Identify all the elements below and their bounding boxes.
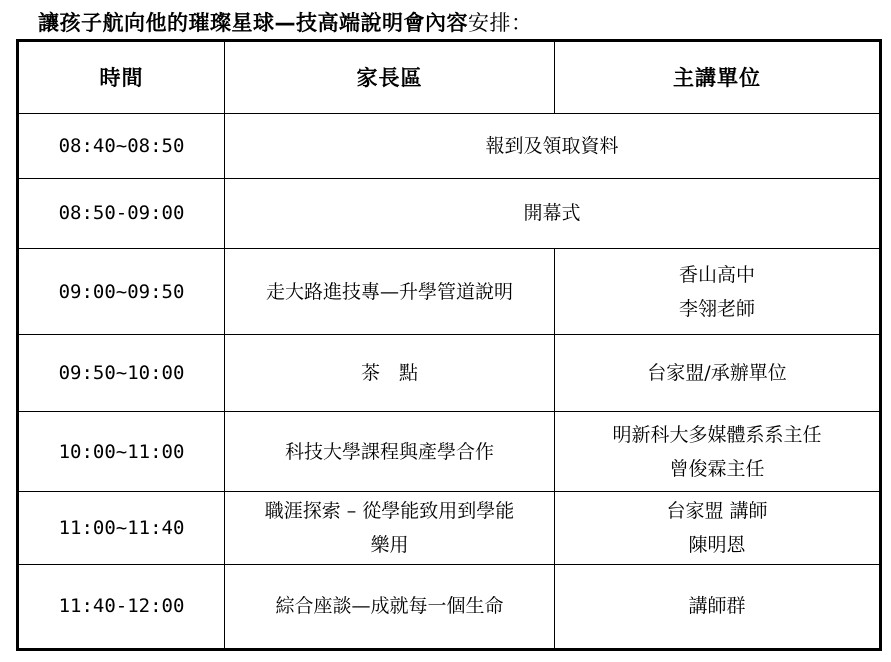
speaker-line: 台家盟 講師 (666, 499, 768, 522)
time-cell: 11:00~11:40 (18, 492, 225, 564)
header-parent-zone: 家長區 (225, 41, 555, 114)
topic-cell: 茶 點 (225, 335, 555, 411)
table-row (18, 564, 881, 649)
table-header-row (18, 41, 881, 114)
speaker-line: 講師群 (688, 595, 746, 618)
speaker-cell (555, 492, 881, 564)
header-time: 時間 (18, 41, 225, 114)
time-cell: 10:00~11:00 (18, 411, 225, 491)
page-title-main: 讓孩子航向他的璀璨星球—技高端說明會內容 (38, 11, 468, 35)
speaker-line: 陳明恩 (688, 533, 746, 556)
speaker-cell (555, 411, 881, 491)
topic-cell: 報到及領取資料 (225, 114, 881, 178)
speaker-cell (555, 335, 881, 411)
page-title-tail: 安排： (468, 11, 533, 35)
time-cell: 08:40~08:50 (18, 114, 225, 178)
page-title (38, 8, 533, 38)
table-row (18, 411, 881, 491)
table-row (18, 114, 881, 178)
topic-line: 職涯探索 – 從學能致用到學能 (264, 499, 515, 522)
topic-cell: 開幕式 (225, 178, 881, 248)
header-speaker: 主講單位 (555, 41, 881, 114)
schedule-table (16, 39, 882, 651)
topic-line: 樂用 (370, 533, 409, 556)
table-row (18, 335, 881, 411)
topic-cell: 走大路進技專—升學管道說明 (225, 249, 555, 335)
table-row (18, 178, 881, 248)
topic-cell: 綜合座談—成就每一個生命 (225, 564, 555, 649)
speaker-line: 香山高中 (678, 263, 755, 286)
speaker-line: 台家盟/承辦單位 (647, 362, 787, 385)
speaker-line: 曾俊霖主任 (669, 457, 765, 480)
time-cell: 08:50-09:00 (18, 178, 225, 248)
time-cell: 09:00~09:50 (18, 249, 225, 335)
speaker-line: 明新科大多媒體系系主任 (612, 423, 822, 446)
time-cell: 11:40-12:00 (18, 564, 225, 649)
speaker-line: 李翎老師 (678, 297, 755, 320)
table-row (18, 492, 881, 564)
topic-cell (225, 492, 555, 564)
speaker-cell (555, 564, 881, 649)
time-cell: 09:50~10:00 (18, 335, 225, 411)
table-row (18, 249, 881, 335)
speaker-cell (555, 249, 881, 335)
topic-cell: 科技大學課程與產學合作 (225, 411, 555, 491)
